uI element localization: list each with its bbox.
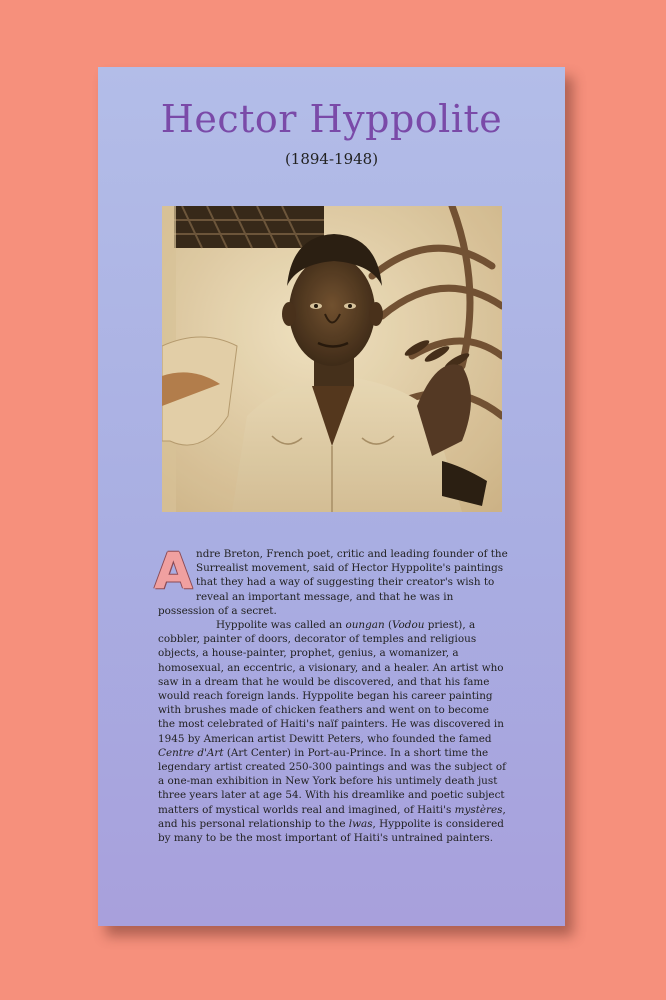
biography-text — [154, 542, 508, 845]
portrait-photo — [162, 206, 502, 512]
lifespan-dates: (1894-1948) — [284, 150, 379, 168]
para-text-a: Hyppolite was called an — [216, 619, 346, 632]
portrait-image — [162, 206, 502, 512]
term-vodou: Vodou — [392, 619, 425, 632]
para-text-d: (Art Center) in Port-au-Prince. In a short time the legendary artist created 250-300 paintings and was the subject of a one-man exhibition in New York before his untimely death just three years later at age 54. With his dreamlike and poetic subject matters of mystical worlds real and imagined, of Haiti's — [158, 746, 506, 816]
poster-panel — [98, 67, 565, 926]
intro-paragraph — [154, 542, 508, 618]
term-oungan: oungan — [345, 619, 385, 632]
intro-text: ndre Breton, French poet, critic and leading founder of the Surrealist movement, said of Hector Hyppolite's paintings that they had a way of suggesting their creator's wish to reveal an important message, and that he was in possession of a secret. — [158, 548, 508, 617]
term-mysteres: mystères — [454, 803, 503, 816]
term-centre-dart: Centre d'Art — [158, 746, 224, 759]
para-text-b: ( — [384, 619, 392, 632]
para-text-f: , Hyppolite is considered by many to be the most important of Haiti's untrained painters. — [158, 817, 504, 845]
para-text-e: , and his personal relationship to the — [158, 803, 506, 830]
main-paragraph — [158, 618, 508, 845]
term-lwas: lwas — [348, 817, 373, 830]
para-text-c: priest), a cobbler, painter of doors, decorator of temples and religious objects, a house-painter, prophet, genius, a womanizer, a homosexual, an eccentric, a visionary, and a healer. An artist who saw in a dream that he would be discovered, and that his fame would reach foreign lands. Hyppolite began his career painting with brushes made of chicken feathers and went on to become the most celebrated of Haiti's naïf painters. He was discovered in 1945 by American artist Dewitt Peters, who founded the famed — [158, 619, 504, 745]
dropcap-letter: A — [154, 542, 193, 600]
poster-title: Hector Hyppolite — [160, 97, 503, 141]
